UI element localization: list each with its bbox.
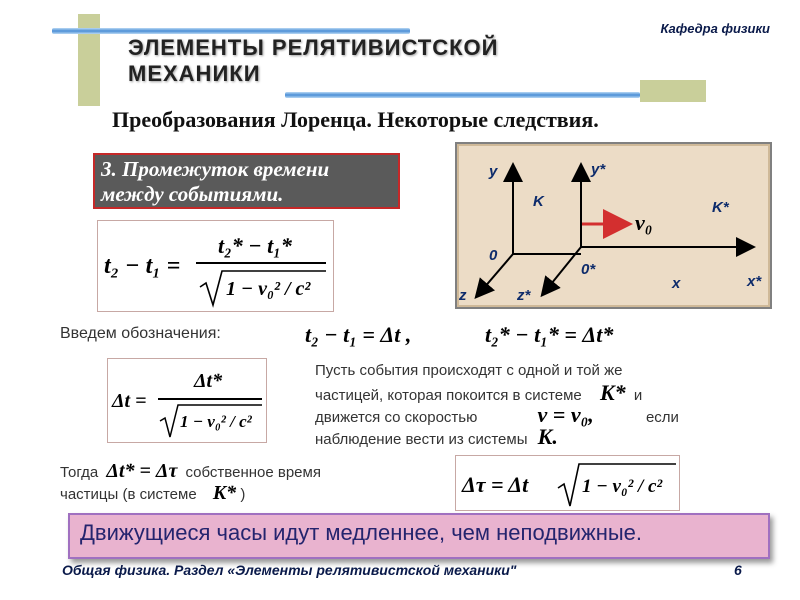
notation-equations: [305, 316, 665, 352]
formula3-lhs: Δτ = Δt: [462, 472, 529, 497]
paragraph-line-2: [315, 382, 775, 404]
label-Kstar: K*: [712, 199, 729, 216]
label-xstar: x*: [747, 273, 762, 290]
label-origin-star: 0*: [581, 261, 596, 278]
page-number: 6: [734, 562, 742, 578]
formula-dilation: [107, 358, 267, 443]
formula3-root: 1 − v₀² / c²: [582, 476, 663, 497]
notation-intro: Введем обозначения:: [60, 325, 221, 342]
header-line-top: [52, 28, 410, 34]
formula-proper-time: [455, 455, 680, 511]
label-zstar: z*: [517, 287, 531, 304]
section-heading-line-1: 3. Промежуток времени: [101, 157, 330, 181]
label-v0: v₀: [635, 210, 653, 235]
paragraph-line-3-text: движется со скоростью: [315, 409, 478, 426]
section-heading-line-2: между событиями.: [101, 182, 284, 206]
header-decor-box: [640, 80, 706, 102]
formula-time-interval-graphic: [98, 221, 335, 313]
label-z: z: [459, 287, 467, 304]
paragraph-line-2-end: и: [633, 387, 643, 404]
reference-frames-diagram: [455, 142, 772, 309]
symbol-K: K.: [537, 424, 558, 449]
paragraph-line-3: [315, 404, 775, 426]
paragraph-line-4-text: наблюдение вести из системы: [315, 431, 528, 448]
slide-subtitle: Преобразования Лоренца. Некоторые следствия.: [112, 107, 599, 132]
label-y: y: [489, 163, 498, 180]
formula2-numerator: Δt*: [194, 370, 223, 392]
formula1-lhs: t₂ − t₁ =: [104, 253, 181, 279]
symbol-Kstar: K*: [599, 380, 626, 405]
label-origin: 0: [489, 247, 498, 264]
conclusion-text: Движущиеся часы идут медленнее, чем неподвижные.: [80, 520, 643, 545]
label-x: x: [672, 275, 681, 292]
symbol-v-equals-v0: v = v₀,: [537, 402, 594, 427]
label-ystar: y*: [591, 161, 606, 178]
then-line-2-text: частицы (в системе: [60, 486, 197, 503]
formula2-lhs: Δt =: [112, 390, 147, 412]
paragraph-line-3-end: если: [645, 409, 679, 426]
formula-time-interval: [97, 220, 334, 312]
formula-dilation-graphic: [108, 359, 268, 444]
department-label: Кафедра физики: [660, 21, 770, 36]
notation-eq2: t₂* − t₁* = Δt*: [485, 322, 614, 347]
header-line-bottom: [285, 92, 640, 98]
title-line-2: МЕХАНИКИ: [128, 61, 261, 86]
slide-title: [128, 35, 588, 87]
formula1-numerator: t₂* − t₁*: [218, 233, 292, 258]
then-line-2-end: ): [240, 486, 246, 503]
title-line-1: ЭЛЕМЕНТЫ РЕЛЯТИВИСТСКОЙ: [128, 35, 499, 60]
reference-frames-graphic: [457, 144, 770, 307]
formula1-denominator: 1 − v₀² / c²: [226, 278, 311, 300]
then-line-2: [60, 482, 245, 506]
notation-equations-graphic: [305, 316, 665, 352]
notation-eq1: t₂ − t₁ = Δt ,: [305, 322, 412, 347]
paragraph-line-2-text: частицей, которая покоится в системе: [315, 387, 582, 404]
then-symbol-Kstar: K*: [212, 482, 237, 504]
then-rest: собственное время: [185, 464, 321, 481]
explanation-paragraph: [315, 360, 775, 448]
section-heading: [93, 153, 400, 209]
then-line-1: [60, 460, 321, 484]
paragraph-line-1: Пусть события происходят с одной и той же: [315, 362, 623, 379]
then-word: Тогда: [60, 464, 99, 481]
footer-course: Общая физика. Раздел «Элементы релятивистской механики": [62, 562, 517, 578]
then-equation: Δt* = Δτ: [106, 460, 178, 482]
formula2-denominator: 1 − v₀² / c²: [180, 412, 252, 431]
paragraph-line-4: [315, 426, 775, 448]
label-K: K: [533, 193, 544, 210]
formula-proper-time-graphic: [456, 456, 681, 512]
